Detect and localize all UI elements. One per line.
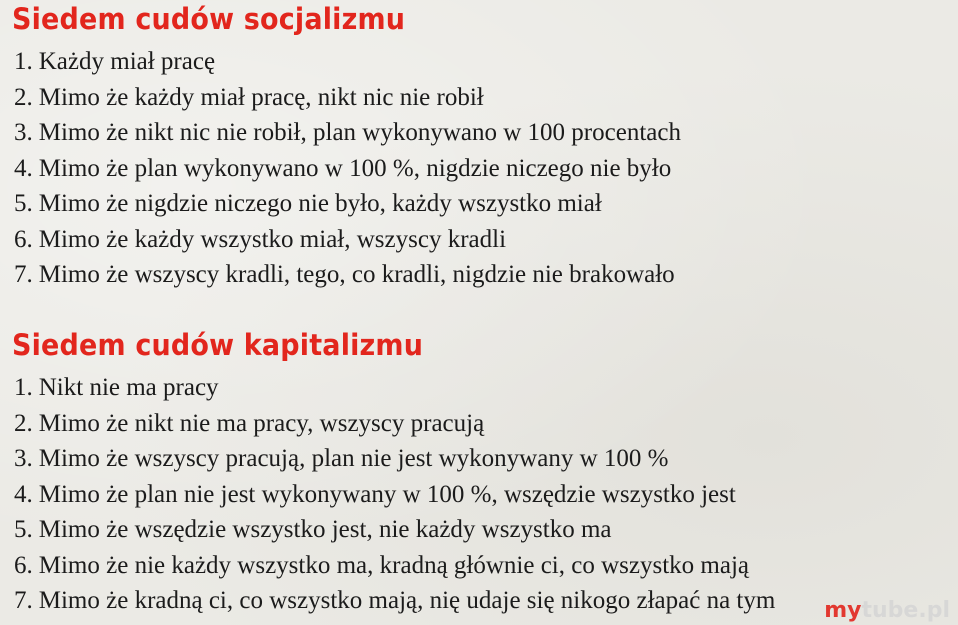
watermark-part-b: tube.pl: [861, 598, 950, 623]
site-watermark: [824, 598, 950, 623]
list-item: [14, 222, 681, 258]
section-title-socialism: Siedem cudów socjalizmu: [12, 2, 406, 36]
item-text: Mimo że każdy wszystko miał, wszyscy kradli: [38, 225, 507, 253]
item-number: 3.: [14, 119, 33, 146]
socialism-list: [14, 44, 681, 293]
item-number: 5.: [14, 190, 33, 217]
list-item: [14, 370, 775, 406]
item-text: Mimo że wszędzie wszystko jest, nie każdy wszystko ma: [38, 516, 612, 543]
list-item: [14, 151, 681, 187]
item-number: 4.: [14, 480, 33, 508]
item-text: Nikt nie ma pracy: [38, 374, 219, 401]
list-item: [14, 80, 681, 116]
section-title-capitalism: Siedem cudów kapitalizmu: [12, 328, 424, 362]
item-text: Mimo że nie każdy wszystko ma, kradną głównie ci, co wszystko mają: [38, 551, 749, 579]
item-number: 3.: [14, 445, 33, 472]
item-number: 1.: [14, 374, 33, 401]
watermark-part-a: my: [824, 598, 862, 623]
list-item: [14, 44, 681, 80]
list-item: [14, 548, 775, 584]
list-item: [14, 406, 775, 442]
item-text: Mimo że plan nie jest wykonywany w 100 %, wszędzie wszystko jest: [38, 480, 736, 508]
list-item: [14, 257, 681, 293]
item-text: Mimo że wszyscy kradli, tego, co kradli, nigdzie nie brakowało: [38, 261, 675, 288]
item-number: 4.: [14, 154, 33, 182]
list-item: [14, 477, 775, 513]
list-item: [14, 115, 681, 151]
capitalism-list: [14, 370, 775, 619]
item-number: 2.: [14, 83, 33, 111]
item-number: 1.: [14, 48, 33, 75]
item-text: Mimo że plan wykonywano w 100 %, nigdzie niczego nie było: [38, 154, 672, 182]
item-number: 6.: [14, 225, 33, 253]
item-text: Mimo że nikt nic nie robił, plan wykonywano w 100 procentach: [38, 119, 681, 146]
item-text: Mimo że wszyscy pracują, plan nie jest wykonywany w 100 %: [38, 445, 669, 472]
list-item: [14, 512, 775, 548]
list-item: [14, 186, 681, 222]
item-text: Mimo że kradną ci, co wszystko mają, nię udaje się nikogo złapać na tym: [38, 587, 776, 614]
item-text: Mimo że nikt nie ma pracy, wszyscy pracują: [38, 409, 485, 437]
item-number: 5.: [14, 516, 33, 543]
item-text: Mimo że nigdzie niczego nie było, każdy wszystko miał: [38, 190, 602, 217]
list-item: [14, 441, 775, 477]
item-text: Każdy miał pracę: [38, 48, 216, 75]
item-text: Mimo że każdy miał pracę, nikt nic nie robił: [38, 83, 484, 111]
item-number: 7.: [14, 261, 33, 288]
item-number: 2.: [14, 409, 33, 437]
item-number: 7.: [14, 587, 33, 614]
item-number: 6.: [14, 551, 33, 579]
list-item: [14, 583, 775, 619]
